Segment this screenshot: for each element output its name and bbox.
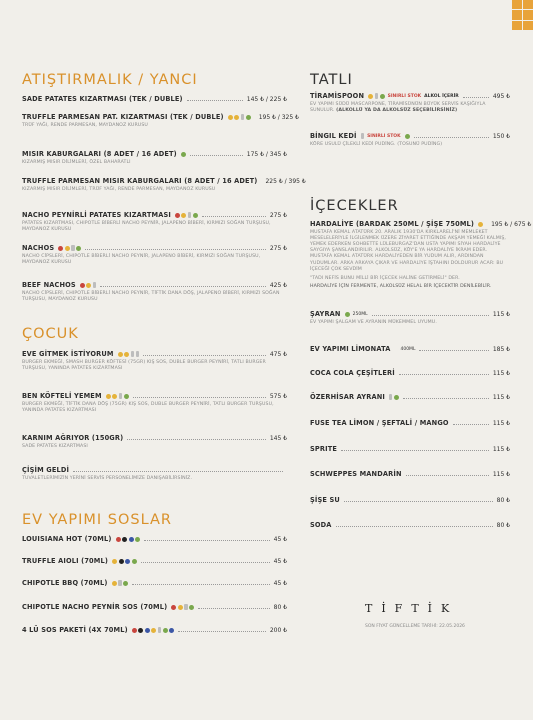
item-price: 195 ₺ / 675 ₺ bbox=[491, 220, 532, 228]
item-note: HARDALİYE İÇİN FERMENTE, ALKOLSÜZ HELAL BİR İÇECEKTİR DENİLEBİLİR. bbox=[310, 284, 492, 290]
vegan-icon bbox=[123, 581, 128, 586]
item-name: ŞİŞE SU bbox=[310, 496, 340, 504]
bottle-icon bbox=[375, 93, 379, 99]
item-name: KARNIM AĞRIYOR (150GR) bbox=[22, 434, 124, 442]
item-price: 115 ₺ bbox=[492, 445, 510, 453]
item-price: 225 ₺ / 395 ₺ bbox=[265, 177, 306, 185]
menu-item bbox=[22, 177, 306, 193]
bottle-icon bbox=[71, 245, 75, 251]
item-desc: KÖRE USULÜ ÇİLEKLİ KEDİ PUDİNG. (TOSUNÜ PUDİNG) bbox=[310, 141, 443, 147]
item-price: 115 ₺ bbox=[492, 470, 510, 478]
item-price: 425 ₺ bbox=[269, 281, 287, 289]
bottle-icon bbox=[188, 212, 192, 218]
section-title-soslar: EV YAPIMI SOSLAR bbox=[22, 512, 172, 528]
item-price: 45 ₺ bbox=[273, 557, 287, 565]
item-desc: TRÜF YAĞI, RENDE PARMESAN, MAYDANOZ KURUSU bbox=[22, 122, 148, 128]
bottle-icon bbox=[118, 580, 122, 586]
menu-item bbox=[310, 369, 510, 377]
item-price: 145 ₺ / 225 ₺ bbox=[246, 95, 287, 103]
item-name: CHIPOTLE NACHO PEYNİR SOS (70ML) bbox=[22, 603, 168, 611]
vegetarian-icon bbox=[246, 115, 251, 120]
item-desc: KIZARMIŞ MISIR DİLİMLERİ, TRÜF YAĞI, RENDE PARMESAN, MAYDANOZ KURUSU bbox=[22, 186, 216, 192]
menu-item bbox=[310, 345, 510, 353]
item-desc: TUVALETLERİMİZİN YERİNİ SERVİS PERSONELİMİZE DANIŞABİLİRSİNİZ. bbox=[22, 475, 193, 481]
item-name: COCA COLA ÇEŞİTLERİ bbox=[310, 369, 395, 377]
grape-icon bbox=[478, 222, 483, 227]
fish-icon bbox=[169, 628, 174, 633]
allergen-icons bbox=[228, 114, 251, 120]
cheese-icon bbox=[178, 605, 183, 610]
egg-icon bbox=[129, 537, 134, 542]
item-name: EV YAPIMI LİMONATA bbox=[310, 345, 391, 353]
chili-icon bbox=[175, 213, 180, 218]
limited-stock-badge: SINIRLI STOK bbox=[367, 133, 401, 139]
item-price: 115 ₺ bbox=[492, 419, 510, 427]
allergen-icons bbox=[58, 245, 81, 251]
limited-stock-badge: SINIRLI STOK bbox=[387, 93, 422, 99]
vegetarian-icon bbox=[193, 213, 198, 218]
item-price: 200 ₺ bbox=[269, 626, 287, 634]
item-price: 175 ₺ / 345 ₺ bbox=[246, 150, 287, 158]
section-title-tatli: TATLI bbox=[310, 72, 353, 88]
item-name: ÖZERHİSAR AYRANI bbox=[310, 393, 385, 401]
item-price: 80 ₺ bbox=[496, 496, 510, 504]
allergen-icons bbox=[171, 604, 194, 610]
allergen-icons bbox=[181, 152, 186, 157]
item-price: 475 ₺ bbox=[269, 350, 287, 358]
item-price: 115 ₺ bbox=[492, 310, 510, 318]
vegetarian-icon bbox=[163, 628, 168, 633]
item-price: 45 ₺ bbox=[273, 535, 287, 543]
bottle-icon bbox=[241, 114, 245, 120]
wheat-icon bbox=[112, 581, 117, 586]
menu-item bbox=[310, 496, 510, 504]
menu-item bbox=[310, 521, 510, 529]
chili-icon bbox=[171, 605, 176, 610]
item-name: SPRITE bbox=[310, 445, 338, 453]
menu-item-hardaliye bbox=[310, 220, 532, 290]
item-desc: NACHO CİPSLERİ, CHIPOTLE BİBERLİ NACHO PEYNİR, TİFTİK DANA DÖŞ, JALAPENO BİBERİ, KIRMIZI SOĞAN TURŞUSU, MAYDANOZ KURUSU bbox=[22, 290, 280, 302]
menu-item bbox=[310, 445, 510, 453]
item-price: 185 ₺ bbox=[492, 345, 510, 353]
menu-item bbox=[22, 434, 287, 450]
bottle-icon bbox=[361, 133, 365, 139]
allergen-icons bbox=[112, 580, 129, 586]
item-price: 275 ₺ bbox=[269, 244, 287, 252]
item-name: NACHO PEYNİRLİ PATATES KIZARTMASI bbox=[22, 211, 171, 219]
item-desc: EV YAPIMI SÜDÜ MASCARPONE, TİRAMİSÜNÜN BÜYÜK SERVİS KAŞIĞIYLA SUNULUR. (ALKOLLÜ YA DA ALKOLSÜZ SEÇEBİLİRSİNİZ) bbox=[310, 101, 486, 113]
item-name: 4 LÜ SOS PAKETİ (4X 70ML) bbox=[22, 626, 128, 634]
menu-item bbox=[22, 211, 287, 233]
item-price: 80 ₺ bbox=[273, 603, 287, 611]
item-desc: MUSTAFA KEMAL ATATÜRK 20. ARALIK 1930'DA KIRKLARELİ'Nİ MEMLEKET MESELELERİYLE İLGİLENMEK ÜZERE ZİYARET ETTİĞİNDE AKŞAM YEMEĞİ KALMIŞ, YEMEK EDERKEN SOHBETTE LÜLEBURGAZ'DAN USTA YAPIMI SİYAH HARDALİYE SAYGIYA ŞANSLANDIRILIR. ALKOLSÜZ, KÖY'E YA HARDALİYE İKRAM EDER. MUSTAFA KEMAL ATATÜRK HARDALİYEDEN BİR YUDUM ALIR, ARDINDAN YUDUMLAR. ARKA ARKAYA ÇIKAR VE HARDALİYE İŞTAHINI DOLDURUR ACAR: BU İÇECEĞİ ÇOK SEVDİM bbox=[310, 229, 507, 272]
footer-brand: TİFTİK bbox=[365, 602, 459, 615]
allergen-icons bbox=[175, 212, 198, 218]
vegetarian-icon bbox=[124, 394, 129, 399]
menu-item bbox=[22, 626, 287, 634]
menu-item bbox=[22, 392, 287, 414]
egg-icon bbox=[145, 628, 150, 633]
menu-item bbox=[310, 92, 510, 114]
wheat-icon bbox=[228, 115, 233, 120]
item-volume: 400ML bbox=[400, 346, 416, 352]
egg-icon bbox=[125, 559, 130, 564]
allergen-icons bbox=[112, 559, 137, 564]
wheat-icon bbox=[118, 352, 123, 357]
allergen-icons bbox=[118, 351, 140, 357]
menu-item bbox=[22, 281, 287, 303]
wheat-icon bbox=[368, 94, 373, 99]
menu-item bbox=[310, 470, 510, 478]
footer-update-note: SON FİYAT GÜNCELLEME TARİHİ: 22.05.2026 bbox=[365, 624, 465, 629]
menu-item bbox=[310, 132, 510, 148]
item-price: 80 ₺ bbox=[496, 521, 510, 529]
section-title-atistirmalik: ATIŞTIRMALIK / YANCI bbox=[22, 72, 198, 88]
chili-icon bbox=[80, 283, 85, 288]
menu-item bbox=[22, 603, 287, 611]
item-desc: BURGER EKMEĞİ, SMASH BURGER KÖFTESİ (75GR) KIŞ SOS, DUBLE BURGER PEYNİRİ, TATLI BURGER TURŞUSU, YANINDA PATATES KIZARTMASI bbox=[22, 359, 266, 371]
item-name: ŞAYRAN bbox=[310, 310, 341, 318]
cheese-icon bbox=[112, 559, 117, 564]
item-desc: NACHO CİPSLERİ, CHIPOTLE BİBERLİ NACHO PEYNİR, JALAPENO BİBERİ, KIRMIZI SOĞAN TURŞUSU, MAYDANOZ KURUSU bbox=[22, 253, 261, 265]
cheese-icon bbox=[181, 213, 186, 218]
item-name: TRUFFLE AIOLI (70ML) bbox=[22, 557, 109, 565]
item-name: BEEF NACHOS bbox=[22, 281, 76, 289]
item-name: TİRAMİSPOON bbox=[310, 92, 365, 100]
menu-item bbox=[310, 419, 510, 427]
item-name: TRUFFLE PARMESAN PAT. KIZARTMASI (TEK / DUBLE) bbox=[22, 113, 224, 121]
vegetarian-icon bbox=[380, 94, 385, 99]
brand-logo-icon bbox=[512, 0, 533, 30]
bottle-icon bbox=[119, 393, 123, 399]
item-desc: BURGER EKMEĞİ, TİFTİK DANA DÖŞ (75GR) KIŞ SOS, DUBLE BURGER PEYNİRİ, TATLI BURGER TURŞUSU, YANINDA PATATES KIZARTMASI bbox=[22, 401, 274, 413]
menu-item bbox=[22, 579, 287, 587]
item-name: EVE GİTMEK İSTİYORUM bbox=[22, 350, 114, 358]
item-price: 150 ₺ bbox=[492, 132, 510, 140]
mustard-icon bbox=[122, 537, 127, 542]
vegan-icon bbox=[181, 152, 186, 157]
mustard-icon bbox=[138, 628, 143, 633]
menu-item bbox=[22, 113, 299, 129]
item-price: 145 ₺ bbox=[269, 434, 287, 442]
item-desc: PATATES KIZARTMASI, CHIPOTLE BİBERLİ NACHO PEYNİR, JALAPENO BİBERİ, KIRMIZI SOĞAN TURŞUSU, MAYDANOZ KURUSU bbox=[22, 220, 271, 232]
menu-item bbox=[22, 150, 287, 166]
item-price: 115 ₺ bbox=[492, 393, 510, 401]
chili-icon bbox=[116, 537, 121, 542]
item-name: CHIPOTLE BBQ (70ML) bbox=[22, 579, 108, 587]
item-price: 195 ₺ / 325 ₺ bbox=[258, 113, 299, 121]
cheese-icon bbox=[65, 246, 70, 251]
section-title-cocuk: ÇOCUK bbox=[22, 326, 79, 342]
item-desc: EV YAPIMI ŞALGAM VE AYRANIN MÜKEMMEL UYUMU. bbox=[310, 319, 437, 325]
vegetarian-icon bbox=[76, 246, 81, 251]
cheese-icon bbox=[124, 352, 129, 357]
vegetarian-icon bbox=[394, 395, 399, 400]
item-price: 115 ₺ bbox=[492, 369, 510, 377]
item-name: BİNGIL KEDİ bbox=[310, 132, 357, 140]
item-name: ÇİŞİM GELDİ bbox=[22, 466, 70, 474]
item-volume: 250ML bbox=[352, 311, 368, 317]
menu-item bbox=[22, 466, 287, 482]
cheese-icon bbox=[86, 283, 91, 288]
section-title-icecekler: İÇECEKLER bbox=[310, 198, 399, 214]
menu-item bbox=[22, 350, 287, 372]
menu-item bbox=[22, 244, 287, 266]
chili-icon bbox=[58, 246, 63, 251]
allergen-icons bbox=[106, 393, 129, 399]
mustard-icon bbox=[119, 559, 124, 564]
vegan-icon bbox=[345, 312, 350, 317]
menu-item bbox=[22, 95, 287, 103]
vegetarian-icon bbox=[132, 559, 137, 564]
item-note: "TADI NEFİS BUNU MİLLİ BİR İÇECEK HALİNE GETİRMELİ" DER. bbox=[310, 275, 460, 281]
item-name: BEN KÖFTELİ YEMEM bbox=[22, 392, 102, 400]
item-desc: KIZARMIŞ MISIR DİLİMLERİ, ÖZEL BAHARATLI bbox=[22, 159, 131, 165]
item-name: HARDALİYE (BARDAK 250ML / ŞİŞE 750ML) bbox=[310, 220, 475, 228]
item-desc: SADE PATATES KIZARTMASI bbox=[22, 443, 88, 449]
cheese-icon bbox=[112, 394, 117, 399]
allergen-icons bbox=[361, 133, 365, 139]
allergen-icons bbox=[116, 537, 141, 542]
bottle-icon bbox=[158, 627, 162, 633]
menu-item bbox=[22, 535, 287, 543]
vegetarian-icon bbox=[189, 605, 194, 610]
item-price: 45 ₺ bbox=[273, 579, 287, 587]
item-price: 275 ₺ bbox=[269, 211, 287, 219]
allergen-icons bbox=[132, 627, 175, 633]
vegan-icon bbox=[135, 537, 140, 542]
item-name: TRUFFLE PARMESAN MISIR KABURGALARI (8 ADET / 16 ADET) bbox=[22, 177, 258, 185]
item-price: 575 ₺ bbox=[269, 392, 287, 400]
menu-item bbox=[310, 393, 510, 401]
bottle-icon bbox=[131, 351, 135, 357]
alcohol-badge: ALKOL İÇERİR bbox=[424, 93, 459, 99]
item-name: SCHWEPPES MANDARİN bbox=[310, 470, 402, 478]
bottle-icon bbox=[136, 351, 140, 357]
milk-icon bbox=[389, 394, 393, 400]
chili-icon bbox=[132, 628, 137, 633]
bottle-icon bbox=[93, 282, 97, 288]
vegetarian-icon bbox=[405, 134, 410, 139]
menu-item bbox=[22, 557, 287, 565]
allergen-icons bbox=[80, 282, 97, 288]
allergen-icons bbox=[368, 93, 385, 99]
item-name: LOUISIANA HOT (70ML) bbox=[22, 535, 112, 543]
item-name: MISIR KABURGALARI (8 ADET / 16 ADET) bbox=[22, 150, 177, 158]
menu-item bbox=[310, 310, 510, 326]
item-name: SADE PATATES KIZARTMASI (TEK / DUBLE) bbox=[22, 95, 183, 103]
item-name: FUSE TEA LİMON / ŞEFTALİ / MANGO bbox=[310, 419, 449, 427]
cheese-icon bbox=[151, 628, 156, 633]
item-price: 495 ₺ bbox=[492, 92, 510, 100]
cheese-icon bbox=[234, 115, 239, 120]
item-name: NACHOS bbox=[22, 244, 55, 252]
item-name: SODA bbox=[310, 521, 332, 529]
bottle-icon bbox=[184, 604, 188, 610]
wheat-icon bbox=[106, 394, 111, 399]
